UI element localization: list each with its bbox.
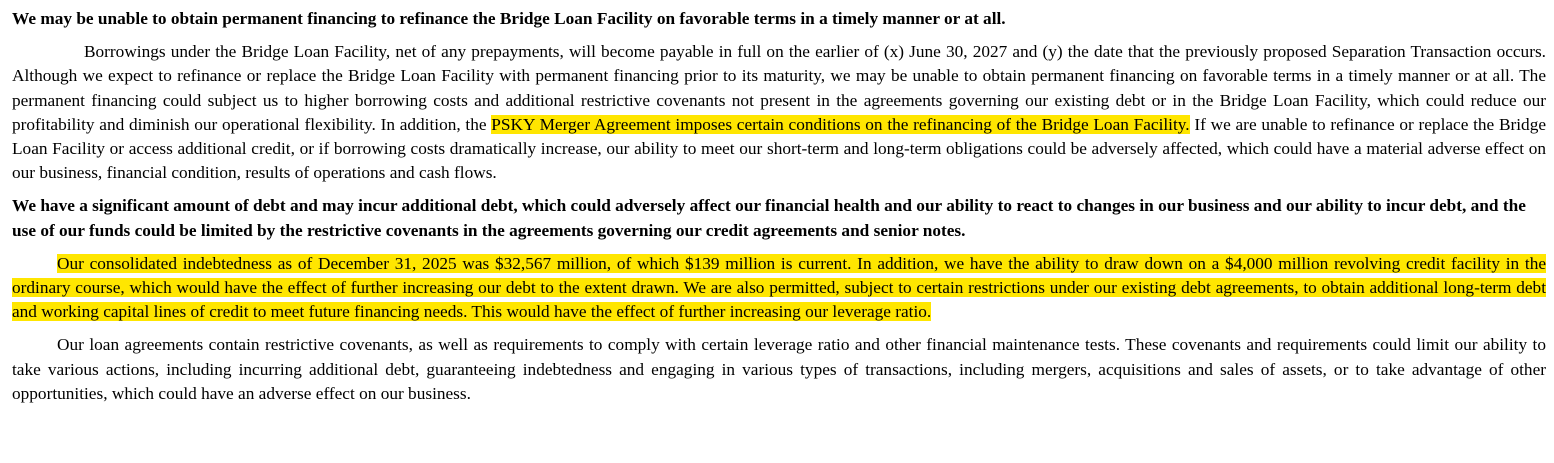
paragraph-text: If we are unable to refinance or replace the Bridge Loan Facility or access additional credit, or if borrowing costs dramatically increase, our ability to meet our short-term and long-term obligations could be adversely affected, which could have a material adverse effect on our business, financial condition, results of operations and cash flows. [12,114,1547,183]
section-heading-significant-debt: We have a significant amount of debt and may incur additional debt, which could adversely affect our financial health and our ability to react to changes in our business and our ability to incur debt, and the use of our funds could be limited by the restrictive covenants in the agreements governing our credit agreements and senior notes. [12,196,1526,240]
highlighted-text: PSKY Merger Agreement imposes certain conditions on the refinancing of the Bridge Loan Facility. [491,114,1190,134]
paragraph-indebtedness [12,252,1546,325]
paragraph-loan-covenants: Our loan agreements contain restrictive covenants, as well as requirements to comply with certain leverage ratio and other financial maintenance tests. These covenants and requirements could limit our ability to take various actions, including incurring additional debt, guaranteeing indebtedness and engaging in various types of transactions, including mergers, acquisitions and sales of assets, or to take advantage of other opportunities, which could have an adverse effect on our business. [12,335,1546,403]
paragraph-bridge-loan [12,40,1546,185]
section-heading-bridge-loan: We may be unable to obtain permanent financing to refinance the Bridge Loan Facility on favorable terms in a timely manner or at all. [12,9,1006,28]
paragraph-text: Borrowings under the Bridge Loan Facility, net of any prepayments, will become payable in full on the earlier of (x) June 30, 2027 and (y) the date that the previously proposed Separation Transaction occurs. Although we expect to refinance or replace the Bridge Loan Facility with permanent financing prior to its maturity, we may be unable to obtain permanent financing on favorable terms in a timely manner or at all. The permanent financing could subject us to higher borrowing costs and additional restrictive covenants not present in the agreements governing our existing debt or in the Bridge Loan Facility, which could reduce our profitability and diminish our operational flexibility. In addition, the [12,42,1546,134]
highlighted-text: Our consolidated indebtedness as of December 31, 2025 was $32,567 million, of which $139 million is current. In addition, we have the ability to draw down on a $4,000 million revolving credit facility in the ordinary course, which would have the effect of further increasing our debt to the extent drawn. We are also permitted, subject to certain restrictions under our existing debt agreements, to obtain additional long-term debt and working capital lines of credit to meet future financing needs. This would have the effect of further increasing our leverage ratio. [12,253,1546,322]
